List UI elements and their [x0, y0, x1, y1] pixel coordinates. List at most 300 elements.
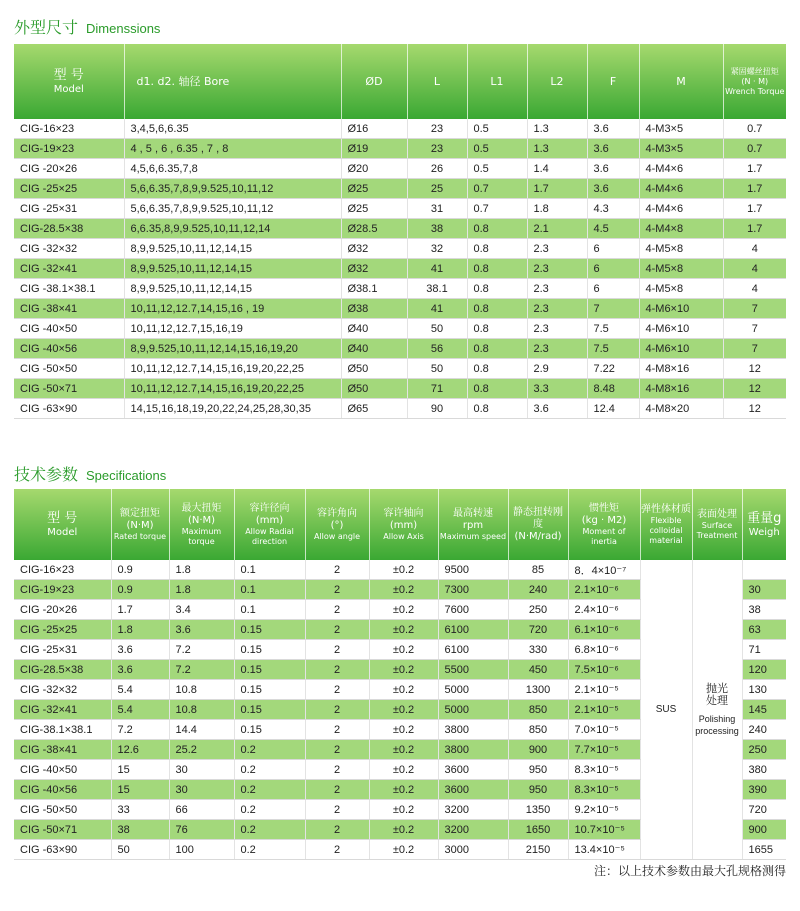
- cell-l2: 2.3: [527, 299, 587, 319]
- cell-weight: 900: [742, 820, 786, 840]
- cell-weight: 720: [742, 800, 786, 820]
- cell-od: Ø65: [341, 399, 407, 419]
- table-row: [14, 219, 786, 239]
- cell-l1: 0.8: [467, 279, 527, 299]
- cell-max-speed: 5500: [438, 660, 508, 680]
- cell-f: 7: [587, 299, 639, 319]
- cell-static-stiffness: 1300: [508, 680, 568, 700]
- cell-inertia: 7.5×10⁻⁶: [568, 660, 640, 680]
- cell-max-torque: 3.4: [169, 600, 234, 620]
- cell-wrench-torque: 12: [723, 359, 786, 379]
- cell-l2: 2.3: [527, 319, 587, 339]
- cell-f: 8.48: [587, 379, 639, 399]
- dimensions-title-cn: 外型尺寸: [14, 18, 79, 37]
- cell-f: 7.22: [587, 359, 639, 379]
- cell-rated-torque: 1.8: [111, 620, 169, 640]
- cell-max-torque: 7.2: [169, 640, 234, 660]
- cell-rated-torque: 3.6: [111, 640, 169, 660]
- cell-l: 41: [407, 299, 467, 319]
- cell-wrench-torque: 1.7: [723, 159, 786, 179]
- cell-f: 3.6: [587, 139, 639, 159]
- cell-allow-axis: ±0.2: [369, 560, 438, 580]
- cell-max-speed: 3200: [438, 800, 508, 820]
- cell-static-stiffness: 720: [508, 620, 568, 640]
- header-l2: L2: [527, 44, 587, 119]
- cell-model: CIG-28.5×38: [14, 219, 124, 239]
- cell-inertia: 2.1×10⁻⁵: [568, 700, 640, 720]
- cell-od: Ø40: [341, 339, 407, 359]
- cell-model: CIG -25×25: [14, 620, 111, 640]
- cell-l1: 0.8: [467, 379, 527, 399]
- cell-l1: 0.5: [467, 139, 527, 159]
- cell-l1: 0.8: [467, 339, 527, 359]
- cell-static-stiffness: 1350: [508, 800, 568, 820]
- cell-bore: 6,6.35,8,9,9.525,10,11,12,14: [124, 219, 341, 239]
- cell-rated-torque: 5.4: [111, 700, 169, 720]
- cell-wrench-torque: 4: [723, 239, 786, 259]
- cell-model: CIG-16×23: [14, 560, 111, 580]
- cell-model: CIG -38×41: [14, 299, 124, 319]
- cell-allow-angle: 2: [305, 580, 369, 600]
- cell-weight: 390: [742, 780, 786, 800]
- cell-bore: 10,11,12,12.7,15,16,19: [124, 319, 341, 339]
- cell-model: CIG -63×90: [14, 399, 124, 419]
- cell-allow-angle: 2: [305, 680, 369, 700]
- cell-bore: 10,11,12,12.7,14,15,16,19,20,22,25: [124, 379, 341, 399]
- cell-rated-torque: 15: [111, 780, 169, 800]
- cell-allow-radial: 0.1: [234, 580, 305, 600]
- cell-l2: 2.3: [527, 239, 587, 259]
- cell-f: 4.3: [587, 199, 639, 219]
- cell-allow-angle: 2: [305, 820, 369, 840]
- cell-max-torque: 66: [169, 800, 234, 820]
- table-row: [14, 179, 786, 199]
- table-row: [14, 199, 786, 219]
- header-max-torque: 最大扭矩 (N·M) Maximum torque: [169, 489, 234, 560]
- cell-allow-radial: 0.15: [234, 720, 305, 740]
- cell-max-torque: 1.8: [169, 560, 234, 580]
- cell-max-speed: 6100: [438, 620, 508, 640]
- cell-weight: 130: [742, 680, 786, 700]
- cell-f: 7.5: [587, 339, 639, 359]
- cell-od: Ø40: [341, 319, 407, 339]
- cell-f: 3.6: [587, 119, 639, 139]
- cell-max-speed: 3600: [438, 780, 508, 800]
- cell-l2: 1.4: [527, 159, 587, 179]
- cell-allow-angle: 2: [305, 720, 369, 740]
- cell-max-speed: 3600: [438, 760, 508, 780]
- cell-allow-axis: ±0.2: [369, 580, 438, 600]
- header-l: L: [407, 44, 467, 119]
- cell-wrench-torque: 12: [723, 379, 786, 399]
- dimensions-header-row: [14, 44, 786, 119]
- cell-model: CIG -50×71: [14, 379, 124, 399]
- cell-allow-angle: 2: [305, 800, 369, 820]
- cell-inertia: 6.8×10⁻⁶: [568, 640, 640, 660]
- cell-max-torque: 3.6: [169, 620, 234, 640]
- cell-weight: 120: [742, 660, 786, 680]
- table-row: [14, 319, 786, 339]
- cell-l1: 0.8: [467, 399, 527, 419]
- cell-bore: 10,11,12,12.7,14,15,16 , 19: [124, 299, 341, 319]
- cell-m: 4-M6×10: [639, 339, 723, 359]
- cell-l: 23: [407, 139, 467, 159]
- cell-l1: 0.8: [467, 219, 527, 239]
- table-row: [14, 359, 786, 379]
- cell-m: 4-M6×10: [639, 299, 723, 319]
- cell-f: 6: [587, 239, 639, 259]
- cell-rated-torque: 33: [111, 800, 169, 820]
- cell-allow-radial: 0.1: [234, 600, 305, 620]
- cell-wrench-torque: 0.7: [723, 139, 786, 159]
- cell-allow-angle: 2: [305, 840, 369, 860]
- cell-model: CIG -50×50: [14, 359, 124, 379]
- cell-m: 4-M6×10: [639, 319, 723, 339]
- header-m: M: [639, 44, 723, 119]
- cell-m: 4-M4×8: [639, 219, 723, 239]
- dimensions-table: [14, 44, 786, 419]
- cell-inertia: 9.2×10⁻⁵: [568, 800, 640, 820]
- header-model: 型 号 Model: [14, 489, 111, 560]
- cell-rated-torque: 0.9: [111, 580, 169, 600]
- cell-allow-radial: 0.2: [234, 840, 305, 860]
- table-row: [14, 299, 786, 319]
- cell-l2: 2.9: [527, 359, 587, 379]
- cell-model: CIG -25×31: [14, 199, 124, 219]
- cell-m: 4-M3×5: [639, 139, 723, 159]
- cell-max-torque: 10.8: [169, 680, 234, 700]
- cell-max-torque: 10.8: [169, 700, 234, 720]
- header-allow-axis: 容许轴向 (mm) Allow Axis: [369, 489, 438, 560]
- cell-max-torque: 7.2: [169, 660, 234, 680]
- table-row: [14, 379, 786, 399]
- cell-allow-axis: ±0.2: [369, 640, 438, 660]
- cell-allow-radial: 0.15: [234, 640, 305, 660]
- cell-max-torque: 100: [169, 840, 234, 860]
- cell-allow-axis: ±0.2: [369, 720, 438, 740]
- cell-bore: 14,15,16,18,19,20,22,24,25,28,30,35: [124, 399, 341, 419]
- cell-allow-radial: 0.2: [234, 800, 305, 820]
- footnote: 注：以上技术参数由最大孔规格测得: [593, 864, 786, 878]
- cell-wrench-torque: 7: [723, 319, 786, 339]
- cell-inertia: 2.4×10⁻⁶: [568, 600, 640, 620]
- cell-static-stiffness: 850: [508, 700, 568, 720]
- table-row: [14, 560, 786, 580]
- cell-model: CIG -20×26: [14, 159, 124, 179]
- cell-weight: 380: [742, 760, 786, 780]
- cell-wrench-torque: 0.7: [723, 119, 786, 139]
- cell-m: 4-M3×5: [639, 119, 723, 139]
- cell-allow-axis: ±0.2: [369, 700, 438, 720]
- cell-allow-radial: 0.1: [234, 560, 305, 580]
- cell-m: 4-M5×8: [639, 259, 723, 279]
- header-material: 弹性体材质 Flexible colloidal material: [640, 489, 692, 560]
- cell-max-torque: 25.2: [169, 740, 234, 760]
- table-row: [14, 139, 786, 159]
- cell-l1: 0.5: [467, 159, 527, 179]
- cell-inertia: 7.7×10⁻⁵: [568, 740, 640, 760]
- header-model: 型 号 Model: [14, 44, 124, 119]
- cell-allow-axis: ±0.2: [369, 620, 438, 640]
- cell-max-speed: 7600: [438, 600, 508, 620]
- cell-allow-radial: 0.15: [234, 700, 305, 720]
- cell-inertia: 7.0×10⁻⁵: [568, 720, 640, 740]
- cell-allow-angle: 2: [305, 760, 369, 780]
- cell-allow-radial: 0.15: [234, 680, 305, 700]
- cell-wrench-torque: 4: [723, 279, 786, 299]
- cell-l2: 1.7: [527, 179, 587, 199]
- header-l1: L1: [467, 44, 527, 119]
- cell-wrench-torque: 7: [723, 339, 786, 359]
- cell-allow-angle: 2: [305, 660, 369, 680]
- cell-model: CIG -50×50: [14, 800, 111, 820]
- cell-allow-radial: 0.2: [234, 780, 305, 800]
- cell-max-speed: 5000: [438, 680, 508, 700]
- cell-allow-angle: 2: [305, 740, 369, 760]
- cell-inertia: 8．4×10⁻⁷: [568, 560, 640, 580]
- cell-model: CIG-38.1×38.1: [14, 720, 111, 740]
- specifications-table-body: [14, 560, 786, 860]
- header-static-stiffness: 静态扭转刚度 (N·M/rad): [508, 489, 568, 560]
- cell-l1: 0.8: [467, 359, 527, 379]
- cell-bore: 5,6,6.35,7,8,9,9.525,10,11,12: [124, 199, 341, 219]
- cell-bore: 8,9,9.525,10,11,12,14,15: [124, 279, 341, 299]
- cell-inertia: 8.3×10⁻⁵: [568, 780, 640, 800]
- cell-material: SUS: [640, 560, 692, 860]
- table-row: [14, 119, 786, 139]
- header-bore: d1. d2. 轴径 Bore: [124, 44, 341, 119]
- cell-l1: 0.8: [467, 239, 527, 259]
- cell-model: CIG -32×41: [14, 700, 111, 720]
- cell-l2: 3.3: [527, 379, 587, 399]
- cell-l: 50: [407, 319, 467, 339]
- cell-l: 38.1: [407, 279, 467, 299]
- cell-allow-radial: 0.15: [234, 620, 305, 640]
- cell-od: Ø50: [341, 359, 407, 379]
- cell-static-stiffness: 250: [508, 600, 568, 620]
- table-row: [14, 259, 786, 279]
- header-allow-radial: 容许径向 (mm) Allow Radial direction: [234, 489, 305, 560]
- cell-weight: 63: [742, 620, 786, 640]
- dimensions-table-body: [14, 119, 786, 419]
- cell-l1: 0.8: [467, 299, 527, 319]
- cell-od: Ø25: [341, 179, 407, 199]
- cell-model: CIG -38.1×38.1: [14, 279, 124, 299]
- cell-l1: 0.7: [467, 199, 527, 219]
- cell-rated-torque: 3.6: [111, 660, 169, 680]
- header-f: F: [587, 44, 639, 119]
- cell-inertia: 10.7×10⁻⁵: [568, 820, 640, 840]
- cell-od: Ø19: [341, 139, 407, 159]
- cell-static-stiffness: 330: [508, 640, 568, 660]
- cell-allow-angle: 2: [305, 700, 369, 720]
- cell-max-torque: 30: [169, 760, 234, 780]
- cell-weight: 1655: [742, 840, 786, 860]
- cell-f: 3.6: [587, 179, 639, 199]
- cell-rated-torque: 50: [111, 840, 169, 860]
- cell-model: CIG -40×50: [14, 760, 111, 780]
- header-surface-treatment: 表面处理 Surface Treatment: [692, 489, 742, 560]
- table-row: [14, 279, 786, 299]
- cell-m: 4-M5×8: [639, 279, 723, 299]
- cell-allow-axis: ±0.2: [369, 740, 438, 760]
- cell-l: 56: [407, 339, 467, 359]
- cell-allow-angle: 2: [305, 780, 369, 800]
- cell-inertia: 8.3×10⁻⁵: [568, 760, 640, 780]
- cell-model: CIG -63×90: [14, 840, 111, 860]
- cell-l: 41: [407, 259, 467, 279]
- cell-od: Ø50: [341, 379, 407, 399]
- cell-static-stiffness: 900: [508, 740, 568, 760]
- cell-model: CIG -40×56: [14, 780, 111, 800]
- cell-od: Ø25: [341, 199, 407, 219]
- cell-model: CIG -32×32: [14, 680, 111, 700]
- cell-m: 4-M4×6: [639, 179, 723, 199]
- cell-l2: 2.3: [527, 339, 587, 359]
- cell-l: 31: [407, 199, 467, 219]
- cell-rated-torque: 15: [111, 760, 169, 780]
- cell-bore: 4,5,6,6.35,7,8: [124, 159, 341, 179]
- table-row: [14, 239, 786, 259]
- cell-rated-torque: 0.9: [111, 560, 169, 580]
- cell-surface-treatment: 抛光处理 Polishing processing: [692, 560, 742, 860]
- cell-l: 23: [407, 119, 467, 139]
- cell-model: CIG -20×26: [14, 600, 111, 620]
- cell-model: CIG -25×25: [14, 179, 124, 199]
- cell-allow-angle: 2: [305, 560, 369, 580]
- cell-m: 4-M8×16: [639, 379, 723, 399]
- cell-max-torque: 14.4: [169, 720, 234, 740]
- cell-rated-torque: 5.4: [111, 680, 169, 700]
- header-od: ØD: [341, 44, 407, 119]
- cell-model: CIG -40×50: [14, 319, 124, 339]
- header-inertia: 惯性矩 (kg · M2) Moment of inertia: [568, 489, 640, 560]
- cell-l: 26: [407, 159, 467, 179]
- cell-allow-axis: ±0.2: [369, 660, 438, 680]
- header-rated-torque: 额定扭矩 (N·M) Rated torque: [111, 489, 169, 560]
- cell-max-speed: 3200: [438, 820, 508, 840]
- cell-l2: 3.6: [527, 399, 587, 419]
- cell-allow-angle: 2: [305, 600, 369, 620]
- cell-model: CIG -50×71: [14, 820, 111, 840]
- specifications-title: [14, 462, 166, 485]
- cell-od: Ø38.1: [341, 279, 407, 299]
- cell-m: 4-M5×8: [639, 239, 723, 259]
- cell-wrench-torque: 1.7: [723, 179, 786, 199]
- cell-l1: 0.8: [467, 259, 527, 279]
- cell-allow-angle: 2: [305, 620, 369, 640]
- dimensions-title-en: Dimenssions: [86, 21, 161, 36]
- cell-l: 32: [407, 239, 467, 259]
- cell-wrench-torque: 12: [723, 399, 786, 419]
- cell-allow-radial: 0.2: [234, 740, 305, 760]
- cell-rated-torque: 7.2: [111, 720, 169, 740]
- cell-od: Ø20: [341, 159, 407, 179]
- cell-f: 4.5: [587, 219, 639, 239]
- cell-weight: [742, 560, 786, 580]
- cell-l1: 0.8: [467, 319, 527, 339]
- table-row: [14, 339, 786, 359]
- cell-l: 38: [407, 219, 467, 239]
- cell-allow-axis: ±0.2: [369, 780, 438, 800]
- cell-l2: 2.3: [527, 279, 587, 299]
- cell-m: 4-M8×16: [639, 359, 723, 379]
- cell-bore: 8,9,9.525,10,11,12,14,15,16,19,20: [124, 339, 341, 359]
- cell-model: CIG-19×23: [14, 139, 124, 159]
- cell-model: CIG-28.5×38: [14, 660, 111, 680]
- cell-f: 12.4: [587, 399, 639, 419]
- cell-weight: 71: [742, 640, 786, 660]
- cell-max-speed: 3800: [438, 740, 508, 760]
- cell-l: 71: [407, 379, 467, 399]
- cell-weight: 30: [742, 580, 786, 600]
- cell-bore: 4 , 5 , 6 , 6.35 , 7 , 8: [124, 139, 341, 159]
- cell-wrench-torque: 1.7: [723, 199, 786, 219]
- table-row: [14, 159, 786, 179]
- cell-l1: 0.5: [467, 119, 527, 139]
- cell-bore: 8,9,9.525,10,11,12,14,15: [124, 259, 341, 279]
- cell-l2: 2.1: [527, 219, 587, 239]
- cell-inertia: 13.4×10⁻⁵: [568, 840, 640, 860]
- cell-f: 6: [587, 279, 639, 299]
- cell-static-stiffness: 850: [508, 720, 568, 740]
- cell-static-stiffness: 1650: [508, 820, 568, 840]
- cell-inertia: 2.1×10⁻⁶: [568, 580, 640, 600]
- cell-max-torque: 30: [169, 780, 234, 800]
- cell-model: CIG -32×41: [14, 259, 124, 279]
- cell-model: CIG -38×41: [14, 740, 111, 760]
- specifications-title-en: Specifications: [86, 468, 167, 483]
- cell-l2: 1.3: [527, 139, 587, 159]
- cell-weight: 38: [742, 600, 786, 620]
- cell-allow-radial: 0.2: [234, 760, 305, 780]
- cell-f: 6: [587, 259, 639, 279]
- cell-static-stiffness: 950: [508, 780, 568, 800]
- cell-static-stiffness: 85: [508, 560, 568, 580]
- cell-rated-torque: 12.6: [111, 740, 169, 760]
- cell-bore: 5,6,6.35,7,8,9,9.525,10,11,12: [124, 179, 341, 199]
- cell-inertia: 2.1×10⁻⁵: [568, 680, 640, 700]
- cell-static-stiffness: 240: [508, 580, 568, 600]
- cell-bore: 10,11,12,12.7,14,15,16,19,20,22,25: [124, 359, 341, 379]
- dimensions-title: [14, 15, 160, 38]
- cell-od: Ø16: [341, 119, 407, 139]
- cell-allow-axis: ±0.2: [369, 600, 438, 620]
- cell-allow-axis: ±0.2: [369, 760, 438, 780]
- cell-allow-axis: ±0.2: [369, 680, 438, 700]
- cell-max-speed: 9500: [438, 560, 508, 580]
- cell-wrench-torque: 4: [723, 259, 786, 279]
- cell-model: CIG -40×56: [14, 339, 124, 359]
- cell-m: 4-M4×6: [639, 159, 723, 179]
- cell-l: 90: [407, 399, 467, 419]
- cell-allow-radial: 0.2: [234, 820, 305, 840]
- cell-bore: 3,4,5,6,6.35: [124, 119, 341, 139]
- cell-allow-axis: ±0.2: [369, 840, 438, 860]
- cell-max-speed: 5000: [438, 700, 508, 720]
- cell-wrench-torque: 1.7: [723, 219, 786, 239]
- cell-weight: 240: [742, 720, 786, 740]
- cell-l2: 1.3: [527, 119, 587, 139]
- cell-inertia: 6.1×10⁻⁶: [568, 620, 640, 640]
- cell-static-stiffness: 950: [508, 760, 568, 780]
- cell-l: 50: [407, 359, 467, 379]
- cell-l2: 1.8: [527, 199, 587, 219]
- header-weight: 重量g Weigh: [742, 489, 786, 560]
- cell-m: 4-M8×20: [639, 399, 723, 419]
- header-max-speed: 最高转速 rpm Maximum speed: [438, 489, 508, 560]
- cell-l: 25: [407, 179, 467, 199]
